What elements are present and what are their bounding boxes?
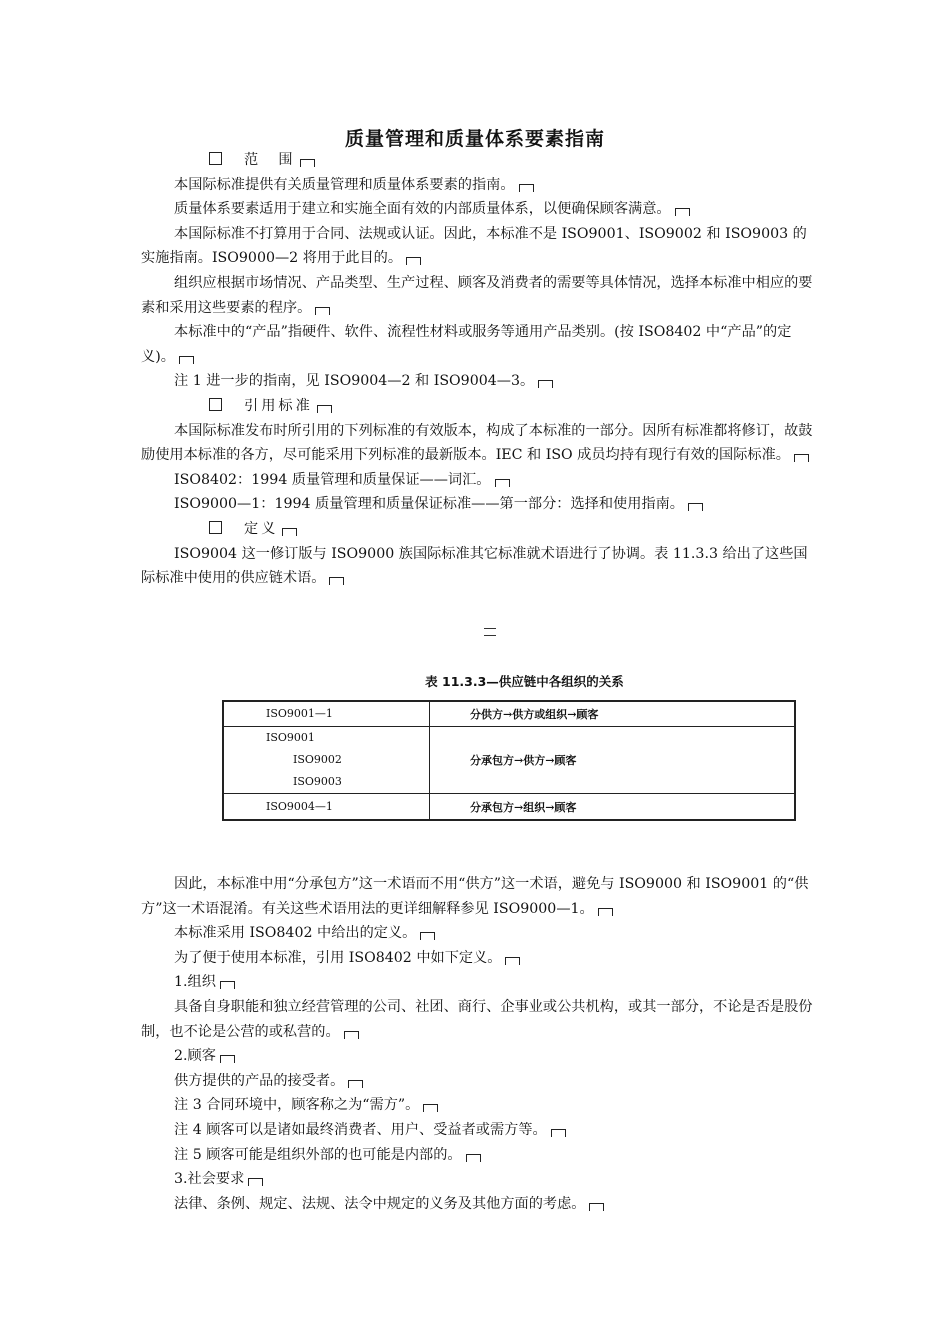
paragraph-text: 注 3 合同环境中，顾客称之为“需方”。: [174, 1097, 420, 1114]
checkbox-square-icon: [209, 521, 222, 534]
paragraph-text: 注 1 进一步的指南，见 ISO9004—2 和 ISO9004—3。: [174, 373, 535, 390]
table-cell-standard: [223, 701, 430, 727]
paragraph: [141, 320, 813, 369]
paragraph-mark-icon: [538, 380, 553, 388]
paragraph-mark-icon: [317, 405, 332, 413]
section-heading: [141, 394, 813, 419]
paragraph-text: 本国际标准提供有关质量管理和质量体系要素的指南。: [174, 176, 515, 193]
paragraph-text: 质量体系要素适用于建立和实施全面有效的内部质量体系，以便确保顾客满意。: [174, 201, 671, 218]
paragraph-text: 3.社会要求: [174, 1171, 245, 1188]
paragraph: [141, 1044, 813, 1069]
heading-text: 范 围: [244, 152, 296, 168]
standard-name: ISO9004—1: [266, 799, 333, 813]
heading-text: 引用标准: [244, 397, 313, 414]
paragraph: [141, 995, 813, 1044]
paragraph-mark-icon: [315, 307, 330, 315]
paragraph: [141, 1192, 813, 1217]
paragraph-mark-icon: [179, 356, 194, 364]
standard-name: ISO9003: [293, 775, 342, 788]
standard-name: ISO9001—1: [266, 707, 333, 720]
standard-name: ISO9001: [266, 731, 315, 744]
paragraph: [141, 946, 813, 971]
paragraph-mark-icon: [220, 981, 235, 989]
paragraph: [141, 173, 813, 198]
relation-table: [222, 700, 796, 821]
table-row: [223, 701, 795, 727]
paragraph-mark-icon: [598, 908, 613, 916]
heading-text: 定义: [244, 520, 279, 537]
paragraph-mark-icon: [348, 1080, 363, 1088]
paragraph-mark-icon: [675, 208, 690, 216]
table-row: [223, 727, 795, 794]
paragraph-text: 法律、条例、规定、法规、法令中规定的义务及其他方面的考虑。: [174, 1195, 586, 1212]
paragraph-text: 供方提供的产品的接受者。: [174, 1072, 345, 1089]
paragraph-mark-icon: [282, 528, 297, 536]
paragraph: [141, 222, 813, 271]
paragraph-mark-icon: [466, 1154, 481, 1162]
section-top: [141, 148, 813, 591]
paragraph-text: ISO9004 这一修订版与 ISO9000 族国际标准其它标准就术语进行了协调。表 11.3.3 给出了这些国际标准中使用的供应链术语。: [141, 545, 808, 587]
supply-chain-table: [222, 672, 797, 821]
paragraph-mark-icon: [495, 479, 510, 487]
table-cell-chain: 分承包方→供方→顾客: [430, 727, 796, 794]
paragraph: [141, 921, 813, 946]
paragraph: [141, 970, 813, 995]
paragraph-text: ISO9000—1：1994 质量管理和质量保证标准——第一部分：选择和使用指南。: [174, 496, 684, 513]
document-title: 质量管理和质量体系要素指南: [344, 128, 605, 150]
paragraph: [141, 492, 813, 517]
paragraph: [141, 419, 813, 468]
paragraph-mark-icon: [300, 159, 315, 167]
checkbox-square-icon: [209, 398, 222, 411]
paragraph: [141, 872, 813, 921]
paragraph: [141, 197, 813, 222]
checkbox-square-icon: [209, 152, 222, 165]
paragraph-mark-icon: [519, 184, 534, 192]
paragraph: [141, 1093, 813, 1118]
table-cell-standard: [223, 727, 430, 794]
paragraph-text: 本国际标准发布时所引用的下列标准的有效版本，构成了本标准的一部分。因所有标准都将修订，故鼓励使用本标准的各方，尽可能采用下列标准的最新版本。IEC 和 ISO 成员均持有现行有效的国际标准。: [141, 422, 813, 464]
paragraph-text: 2.顾客: [174, 1048, 216, 1065]
separator-mark: [484, 628, 496, 636]
paragraph: [141, 468, 813, 493]
standard-name: ISO9002: [293, 753, 342, 766]
paragraph-text: 本标准中的“产品”指硬件、软件、流程性材料或服务等通用产品类别。(按 ISO8402 中“产品”的定义)。: [141, 324, 792, 365]
paragraph: [141, 542, 813, 591]
table-cell-chain: 分承包方→组织→顾客: [430, 794, 796, 821]
paragraph-text: ISO8402：1994 质量管理和质量保证——词汇。: [174, 471, 491, 488]
table-cell-chain: 分供方→供方或组织→顾客: [430, 701, 796, 727]
paragraph: [141, 1143, 813, 1168]
paragraph: [141, 1069, 813, 1094]
paragraph-mark-icon: [688, 503, 703, 511]
paragraph-text: 具备自身职能和独立经营管理的公司、社团、商行、企事业或公共机构，或其一部分，不论是否是股份制，也不论是公营的或私营的。: [141, 998, 813, 1040]
paragraph-mark-icon: [248, 1178, 263, 1186]
paragraph: [141, 1167, 813, 1192]
paragraph: [141, 369, 813, 394]
paragraph-text: 注 5 顾客可能是组织外部的也可能是内部的。: [174, 1146, 462, 1163]
paragraph-text: 因此，本标准中用“分承包方”这一术语而不用“供方”这一术语，避免与 ISO9000 和 ISO9001 的“供方”这一术语混淆。有关这些术语用法的更详细解释参见 ISO9000—1。: [141, 876, 809, 917]
paragraph-mark-icon: [406, 257, 421, 265]
paragraph-text: 1.组织: [174, 974, 216, 991]
paragraph-mark-icon: [551, 1129, 566, 1137]
table-row: [223, 794, 795, 821]
section-bottom: [141, 872, 813, 1216]
paragraph: [141, 271, 813, 320]
paragraph-mark-icon: [329, 577, 344, 585]
table-caption: 表 11.3.3—供应链中各组织的关系: [425, 674, 624, 689]
paragraph-mark-icon: [794, 454, 809, 462]
paragraph-mark-icon: [589, 1203, 604, 1211]
section-heading: [141, 517, 813, 542]
paragraph-mark-icon: [220, 1055, 235, 1063]
paragraph: [141, 1118, 813, 1143]
paragraph-text: 组织应根据市场情况、产品类型、生产过程、顾客及消费者的需要等具体情况，选择本标准中相应的要素和采用这些要素的程序。: [141, 274, 813, 316]
paragraph-text: 本国际标准不打算用于合同、法规或认证。因此，本标准不是 ISO9001、ISO9002 和 ISO9003 的实施指南。ISO9000—2 将用于此目的。: [141, 225, 807, 267]
paragraph-mark-icon: [505, 957, 520, 965]
section-heading: [141, 148, 813, 173]
paragraph-text: 注 4 顾客可以是诸如最终消费者、用户、受益者或需方等。: [174, 1121, 547, 1138]
table-cell-standard: [223, 794, 430, 821]
paragraph-text: 为了便于使用本标准，引用 ISO8402 中如下定义。: [174, 949, 502, 966]
paragraph-text: 本标准采用 ISO8402 中给出的定义。: [174, 925, 417, 942]
paragraph-mark-icon: [423, 1104, 438, 1112]
paragraph-mark-icon: [344, 1031, 359, 1039]
paragraph-mark-icon: [420, 932, 435, 940]
